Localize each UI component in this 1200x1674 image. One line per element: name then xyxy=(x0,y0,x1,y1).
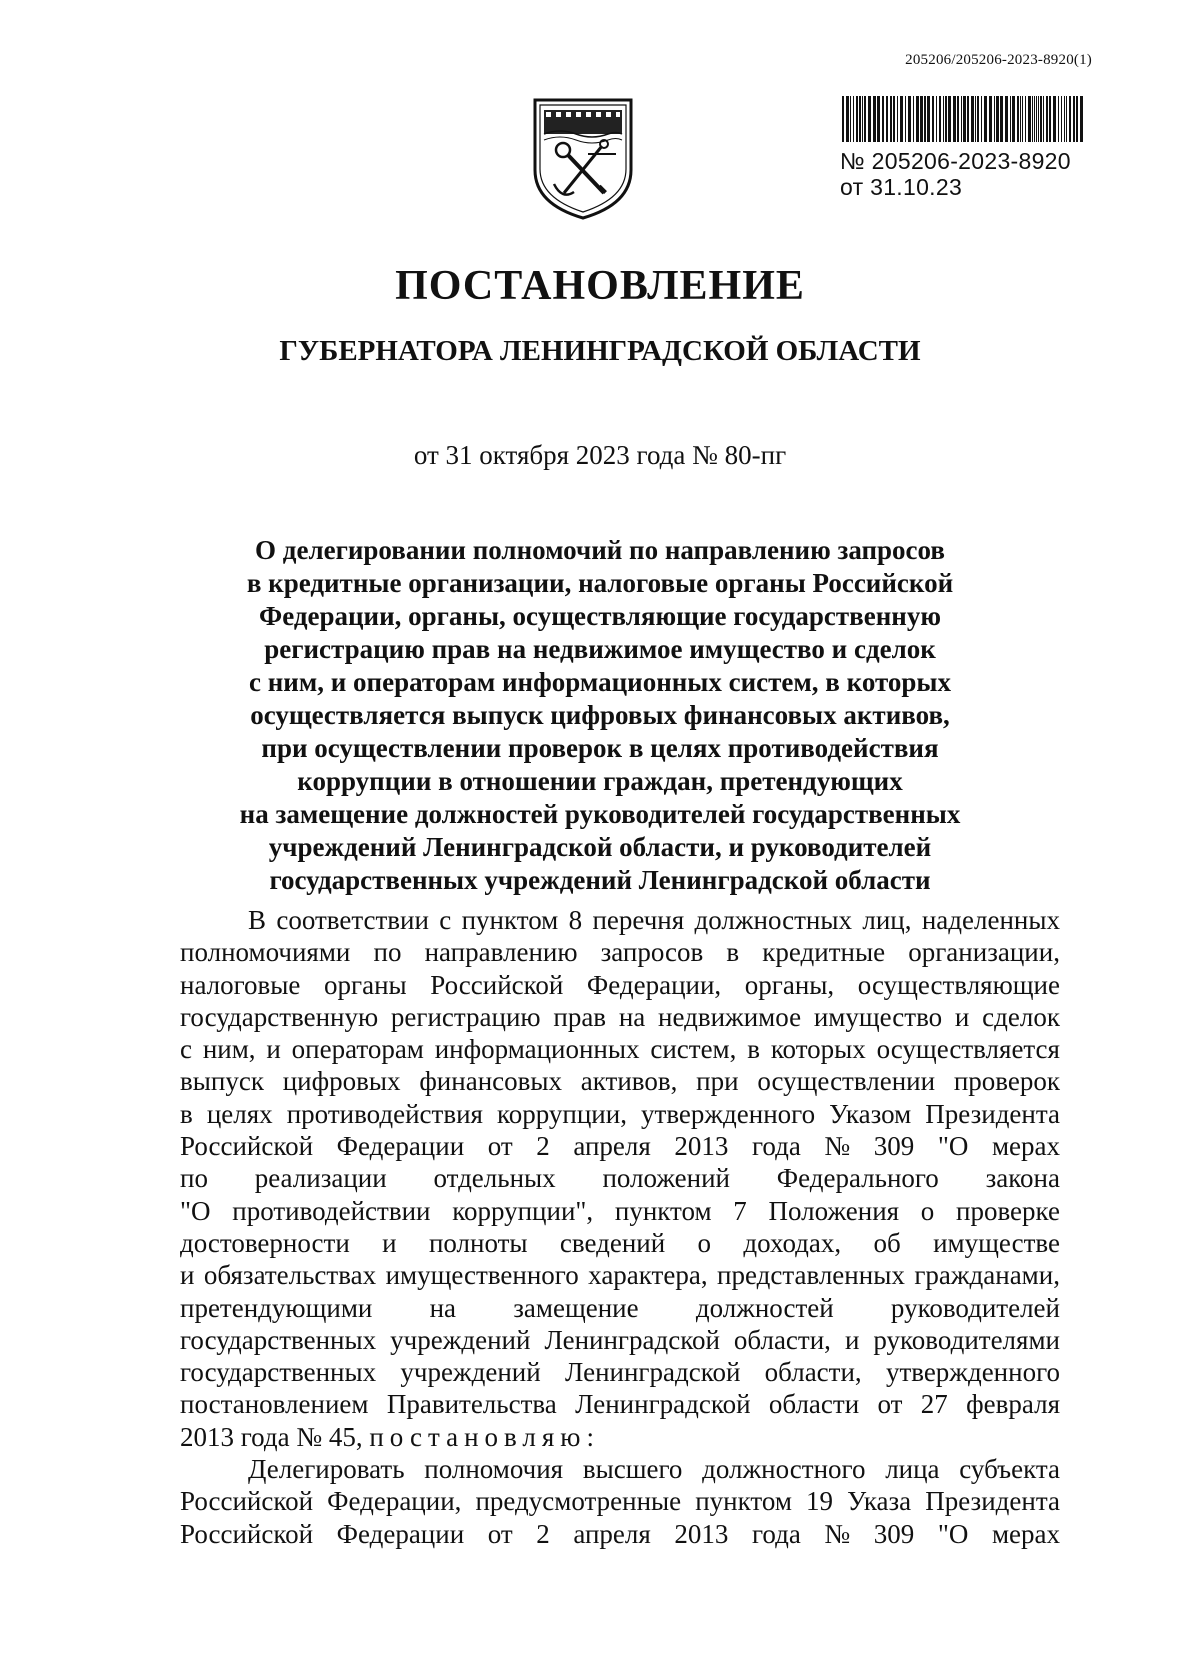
barcode-bar xyxy=(864,96,866,142)
word: проверок xyxy=(953,1066,1060,1097)
body-line xyxy=(180,1453,1060,1485)
document-body xyxy=(180,904,1060,1550)
barcode-bar xyxy=(967,96,969,142)
body-line xyxy=(180,1130,1060,1162)
registration-date: от 31.10.23 xyxy=(840,174,963,200)
body-line xyxy=(180,1388,1060,1420)
word: налоговые xyxy=(180,969,301,1000)
subject-line: на замещение должностей руководителей государственных xyxy=(239,799,961,829)
barcode-bar xyxy=(943,96,944,142)
word: лица xyxy=(885,1454,940,1485)
word: на xyxy=(429,1292,457,1323)
word: финансовых xyxy=(419,1066,563,1097)
word: высшего xyxy=(582,1454,683,1485)
word: от xyxy=(877,1389,903,1420)
word: цифровых xyxy=(282,1066,401,1097)
subject-line: коррупции в отношении граждан, претендующих xyxy=(297,766,903,796)
word: достоверности xyxy=(180,1227,350,1258)
word: осуществлении xyxy=(757,1066,936,1097)
word: пунктом xyxy=(614,1195,712,1226)
barcode-bar xyxy=(1025,96,1026,142)
word: целях xyxy=(206,1098,273,1129)
paragraph-1-last-line xyxy=(180,1421,1060,1453)
word: лиц, xyxy=(862,905,912,935)
barcode-bar xyxy=(984,96,987,142)
word: области xyxy=(768,1389,860,1420)
word: 2013 xyxy=(674,1131,729,1162)
word: 8 xyxy=(568,905,583,935)
barcode-bar xyxy=(1053,96,1056,142)
word: пунктом xyxy=(695,1486,792,1517)
word: коррупции", xyxy=(452,1195,594,1226)
barcode-bar xyxy=(862,96,863,142)
word: кредитные xyxy=(762,937,886,968)
word: по xyxy=(373,937,402,968)
barcode-bar xyxy=(1028,96,1031,142)
word: осуществляющие xyxy=(857,969,1060,1000)
word: противодействия xyxy=(286,1098,483,1129)
leningrad-oblast-coat-of-arms-icon xyxy=(530,92,636,222)
barcode-bar xyxy=(932,96,934,142)
word: В xyxy=(248,905,267,935)
word: прав xyxy=(553,1001,607,1032)
subject-line: в кредитные организации, налоговые органы Российской xyxy=(246,568,954,598)
word: представленных xyxy=(717,1260,905,1291)
word: отдельных xyxy=(433,1163,556,1194)
word: претендующими xyxy=(180,1292,373,1323)
word: 27 xyxy=(920,1389,948,1420)
word: должностей xyxy=(695,1292,834,1323)
barcode-bar xyxy=(1046,96,1048,142)
document-reference: 205206/205206-2023-8920(1) xyxy=(905,52,1092,68)
word: Федерации, xyxy=(586,969,722,1000)
body-line xyxy=(180,1356,1060,1388)
word: 309 xyxy=(873,1131,915,1162)
barcode-bar xyxy=(981,96,982,142)
word: Федерального xyxy=(776,1163,939,1194)
word: Российской xyxy=(180,1486,314,1517)
barcode-bar xyxy=(908,96,911,142)
word: Правительства xyxy=(386,1389,557,1420)
barcode-bar xyxy=(948,96,951,142)
word: с xyxy=(439,905,452,935)
barcode-bar xyxy=(971,96,974,142)
word: гражданами, xyxy=(914,1260,1060,1291)
word: полномочия xyxy=(424,1454,564,1485)
document-title: ПОСТАНОВЛЕНИЕ xyxy=(395,263,805,309)
word: сведений xyxy=(559,1227,666,1258)
word: и xyxy=(844,1324,860,1355)
barcode-bar xyxy=(1076,96,1078,142)
word: Российской xyxy=(430,969,564,1000)
word: обязательствах xyxy=(203,1260,377,1291)
barcode-bar xyxy=(961,96,962,142)
barcode-bar xyxy=(882,96,884,142)
body-line xyxy=(180,969,1060,1001)
word: органы, xyxy=(744,969,835,1000)
barcode-bar xyxy=(989,96,992,142)
word: постановлением xyxy=(180,1389,369,1420)
barcode-bar xyxy=(853,96,854,142)
barcode-bar xyxy=(945,96,947,142)
word: государственную xyxy=(180,1001,379,1032)
word: 7 xyxy=(733,1195,747,1226)
word: при xyxy=(696,1066,739,1097)
barcode-bar xyxy=(996,96,999,142)
word: регистрацию xyxy=(390,1001,541,1032)
word: закона xyxy=(985,1163,1060,1194)
subject-line: регистрацию прав на недвижимое имущество и сделок xyxy=(264,634,936,664)
word: организации, xyxy=(908,937,1060,968)
barcode-bar xyxy=(1034,96,1035,142)
word: "О xyxy=(180,1195,211,1226)
word: 2 xyxy=(536,1131,550,1162)
word: Ленинградской xyxy=(564,1357,741,1388)
word: руководителей xyxy=(890,1292,1060,1323)
word: Федерации, xyxy=(327,1486,462,1517)
word: № xyxy=(824,1131,851,1162)
word: Президента xyxy=(925,1486,1060,1517)
word: мерах xyxy=(991,1518,1060,1549)
word: имущество xyxy=(813,1001,943,1032)
barcode-bar xyxy=(1069,96,1071,142)
document-subject xyxy=(150,534,1050,897)
word: на xyxy=(618,1001,646,1032)
word: наделенных xyxy=(921,905,1060,935)
word: которых xyxy=(770,1034,866,1065)
barcode-bar xyxy=(994,96,995,142)
word: сделок xyxy=(982,1001,1060,1032)
barcode-bar xyxy=(893,96,895,142)
barcode-bar xyxy=(877,96,880,142)
word: в xyxy=(747,1034,760,1065)
word: с xyxy=(180,1034,192,1065)
word: и xyxy=(180,1260,195,1291)
barcode-bar xyxy=(859,96,861,142)
word: февраля xyxy=(966,1389,1060,1420)
word: и xyxy=(382,1227,397,1258)
word: 2 xyxy=(536,1518,550,1549)
word: Ленинградской xyxy=(575,1389,751,1420)
barcode-bar xyxy=(1058,96,1059,142)
word: характера, xyxy=(588,1260,708,1291)
word: руководителями xyxy=(873,1324,1060,1355)
word: имуществе xyxy=(933,1227,1060,1258)
barcode-bar xyxy=(897,96,898,142)
word: полноты xyxy=(428,1227,528,1258)
body-line xyxy=(180,1485,1060,1517)
barcode-bar xyxy=(1043,96,1044,142)
subject-line: О делегировании полномочий по направлению запросов xyxy=(255,535,945,565)
word: Указа xyxy=(847,1486,912,1517)
barcode-bar xyxy=(846,96,849,142)
word: государственных xyxy=(180,1357,377,1388)
barcode-bar xyxy=(850,96,851,142)
word: учреждений xyxy=(390,1324,531,1355)
barcode-bar xyxy=(920,96,923,142)
barcode-bar xyxy=(1036,96,1037,142)
barcode-bar xyxy=(1010,96,1011,142)
word: Делегировать xyxy=(248,1454,405,1485)
word: и xyxy=(954,1001,970,1032)
word: "О xyxy=(937,1518,969,1549)
word: Ленинградской xyxy=(544,1324,720,1355)
word: апреля xyxy=(573,1518,651,1549)
word: утвержденного xyxy=(641,1098,816,1129)
barcode-bar xyxy=(900,96,903,142)
barcode-bar xyxy=(1038,96,1039,142)
barcode-bar xyxy=(1064,96,1065,142)
word: должностных xyxy=(694,905,853,935)
body-line xyxy=(180,1065,1060,1097)
barcode-bar xyxy=(1061,96,1062,142)
word: реализации xyxy=(254,1163,387,1194)
word: области, xyxy=(764,1357,862,1388)
barcode-bar xyxy=(1066,96,1067,142)
word: органы xyxy=(324,969,407,1000)
word: направлению xyxy=(424,937,578,968)
word: ним, xyxy=(202,1034,256,1065)
subject-line: при осуществлении проверок в целях противодействия xyxy=(261,733,939,763)
word: доходах, xyxy=(743,1227,842,1258)
decree-word: постановляю: xyxy=(369,1421,600,1452)
word: систем, xyxy=(650,1034,737,1065)
word: имущественного xyxy=(385,1260,579,1291)
barcode-bar xyxy=(975,96,976,142)
word: операторам xyxy=(291,1034,424,1065)
word: пунктом xyxy=(461,905,559,935)
barcode-bar xyxy=(856,96,858,142)
body-line xyxy=(180,936,1060,968)
word: "О xyxy=(937,1131,969,1162)
body-line xyxy=(180,1227,1060,1259)
barcode-bar xyxy=(1040,96,1042,142)
body-line xyxy=(180,1324,1060,1356)
word: 19 xyxy=(806,1486,833,1517)
word: от xyxy=(487,1518,513,1549)
body-line xyxy=(180,1292,1060,1324)
word: соответствии xyxy=(276,905,429,935)
barcode-bar xyxy=(953,96,956,142)
barcode-bar xyxy=(905,96,906,142)
barcode-bar xyxy=(939,96,941,142)
subject-line: учреждений Ленинградской области, и руководителей xyxy=(268,832,932,862)
barcode xyxy=(840,96,1086,142)
subject-line: с ним, и операторам информационных систем, в которых xyxy=(249,667,951,697)
word: по xyxy=(180,1163,208,1194)
body-text: 2013 года № 45, xyxy=(180,1421,363,1452)
word: от xyxy=(487,1131,513,1162)
word: Указом xyxy=(829,1098,912,1129)
word: замещение xyxy=(513,1292,639,1323)
barcode-bar xyxy=(1020,96,1021,142)
barcode-bar xyxy=(886,96,888,142)
barcode-bar xyxy=(916,96,919,142)
body-line xyxy=(180,1033,1060,1065)
body-line xyxy=(180,1259,1060,1291)
barcode-bar xyxy=(963,96,966,142)
barcode-bar xyxy=(1022,96,1023,142)
word: года xyxy=(751,1131,801,1162)
word: года xyxy=(751,1518,801,1549)
barcode-bar xyxy=(927,96,930,142)
barcode-bar xyxy=(1017,96,1019,142)
barcode-bar xyxy=(936,96,937,142)
registration-stamp xyxy=(840,96,1090,200)
barcode-bar xyxy=(1005,96,1008,142)
subject-line: Федерации, органы, осуществляющие государственную xyxy=(259,601,941,631)
barcode-bar xyxy=(1012,96,1015,142)
barcode-bar xyxy=(924,96,926,142)
word: полномочиями xyxy=(180,937,351,968)
word: положений xyxy=(602,1163,730,1194)
document-date-number: от 31 октября 2023 года № 80-пг xyxy=(413,440,787,470)
word: учреждений xyxy=(400,1357,541,1388)
word: 2013 xyxy=(674,1518,729,1549)
body-line xyxy=(180,1195,1060,1227)
word: осуществляется xyxy=(876,1034,1060,1065)
word: проверке xyxy=(956,1195,1060,1226)
word: должностного xyxy=(702,1454,866,1485)
word: государственных xyxy=(180,1324,377,1355)
body-line xyxy=(180,1162,1060,1194)
body-line xyxy=(180,904,1060,936)
word: об xyxy=(873,1227,901,1258)
barcode-bar xyxy=(1080,96,1083,142)
barcode-bar xyxy=(1000,96,1003,142)
word: области, xyxy=(733,1324,831,1355)
body-line xyxy=(180,1518,1060,1550)
word: Федерации xyxy=(336,1518,465,1549)
paragraph-2 xyxy=(180,1453,1060,1550)
word: информационных xyxy=(434,1034,640,1065)
subject-line: осуществляется выпуск цифровых финансовых активов, xyxy=(250,700,950,730)
word: субъекта xyxy=(959,1454,1060,1485)
word: активов, xyxy=(580,1066,678,1097)
word: перечня xyxy=(592,905,685,935)
word: запросов xyxy=(600,937,704,968)
barcode-bar xyxy=(868,96,871,142)
word: противодействии xyxy=(232,1195,431,1226)
barcode-bar xyxy=(890,96,892,142)
word: № xyxy=(824,1518,851,1549)
word: Российской xyxy=(180,1518,314,1549)
barcode-bar xyxy=(873,96,876,142)
barcode-bar xyxy=(977,96,979,142)
word: и xyxy=(266,1034,281,1065)
document-issuer: ГУБЕРНАТОРА ЛЕНИНГРАДСКОЙ ОБЛАСТИ xyxy=(279,335,921,367)
word: утвержденного xyxy=(885,1357,1060,1388)
word: мерах xyxy=(991,1131,1060,1162)
word: Президента xyxy=(925,1098,1060,1129)
paragraph-1 xyxy=(180,904,1060,1421)
barcode-bar xyxy=(957,96,959,142)
word: недвижимое xyxy=(658,1001,802,1032)
word: о xyxy=(920,1195,935,1226)
word: о xyxy=(697,1227,712,1258)
barcode-bar xyxy=(913,96,914,142)
barcode-bar xyxy=(1049,96,1051,142)
barcode-bar xyxy=(1032,96,1033,142)
word: Положения xyxy=(768,1195,900,1226)
word: 309 xyxy=(873,1518,915,1549)
registration-number: № 205206-2023-8920 xyxy=(840,148,1071,174)
body-line xyxy=(180,1001,1060,1033)
word: предусмотренные xyxy=(475,1486,682,1517)
barcode-bar xyxy=(842,96,844,142)
word: апреля xyxy=(573,1131,651,1162)
word: в xyxy=(726,937,740,968)
body-line xyxy=(180,1098,1060,1130)
word: выпуск xyxy=(180,1066,264,1097)
subject-line: государственных учреждений Ленинградской области xyxy=(269,865,931,895)
word: коррупции, xyxy=(497,1098,627,1129)
word: в xyxy=(180,1098,193,1129)
barcode-bar xyxy=(1073,96,1075,142)
word: Федерации xyxy=(336,1131,465,1162)
word: Российской xyxy=(180,1131,314,1162)
